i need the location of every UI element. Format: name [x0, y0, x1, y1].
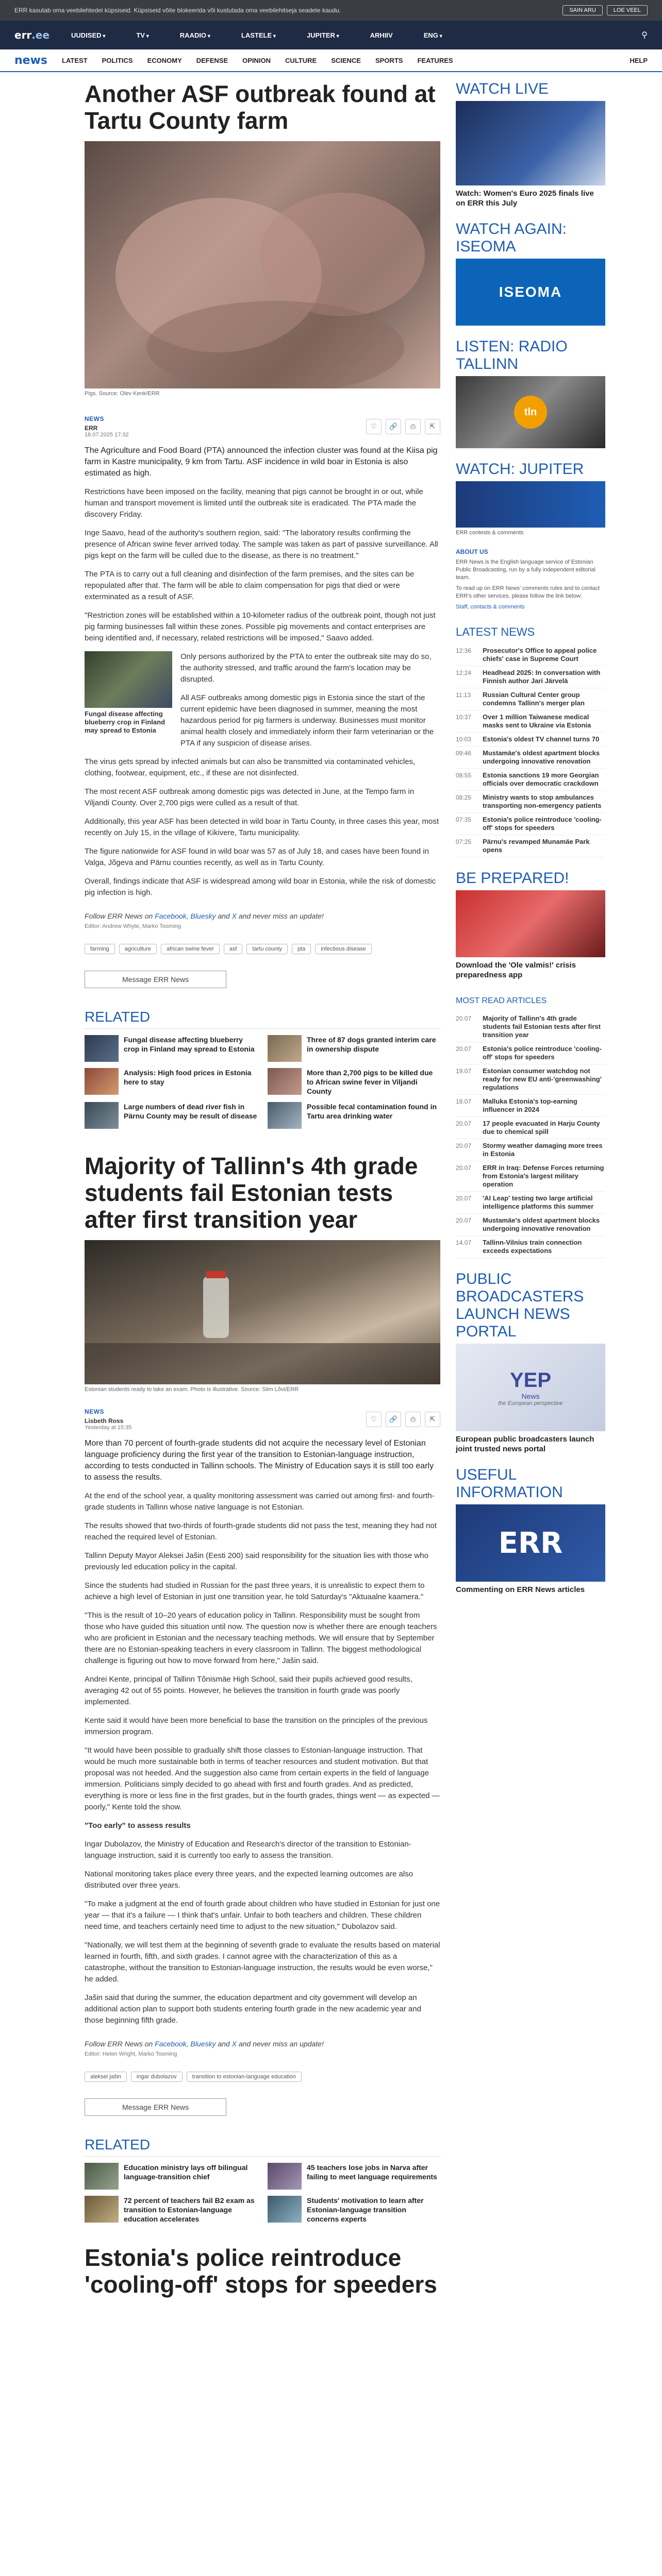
about-text: To read up on ERR News' comments rules and to contact ERR's other services, please follow the link below: — [456, 585, 600, 599]
related-heading: RELATED — [85, 1009, 440, 1029]
bluesky-link[interactable]: Bluesky — [190, 912, 216, 920]
latest-news-item[interactable]: 07:25 Pärnu's revamped Munamäe Park opens — [456, 835, 605, 857]
x-link[interactable]: X — [231, 2040, 237, 2048]
jupiter-heading: WATCH: JUPITER — [456, 461, 584, 478]
top-navigation — [0, 21, 662, 49]
article-subheading: "Too early" to assess results — [85, 1821, 191, 1830]
radio-tallinn-logo: tln — [514, 396, 547, 429]
yep-sub: News — [521, 1392, 540, 1400]
article-paragraph: The virus gets spread by infected animals but can also be transmitted via contaminated vehicles, clothing, footwear, equipment, etc., if these are not disinfected. — [85, 757, 416, 777]
most-read-item[interactable]: 20.07 ERR in Iraq: Defense Forces returning from Estonia's largest military operation — [456, 1161, 605, 1192]
subnav-help[interactable]: HELP — [630, 56, 648, 64]
radio-tallinn-banner[interactable] — [456, 376, 605, 448]
article-paragraph: The Agriculture and Food Board (PTA) announced the infection cluster was found at the Kiisa pig farm in Kastre municipality, 9 km from Tartu. ASF incidence in wild boar in Estonia is also estimated as high. — [85, 446, 438, 478]
err-comments-banner[interactable] — [456, 1504, 605, 1582]
yep-news-banner[interactable] — [456, 1344, 605, 1431]
facebook-link[interactable]: Facebook — [155, 2040, 187, 2048]
article-paragraph: More than 70 percent of fourth-grade students did not acquire the necessary level of Estonian language proficiency during the first year of the transition to Estonian-language instruction, according to tests conducted in Tallinn schools. The Ministry of Education says it is still too early to assess the results. — [85, 1439, 434, 1482]
cookie-text: ERR kasutab oma veebilehtedel küpsiseid. Küpsiseid võite blokeerida või kustutada oma veebilehitseja seadete kaudu. — [14, 7, 341, 14]
x-link[interactable]: X — [231, 912, 237, 920]
article-paragraph: All ASF outbreaks among domestic pigs in Estonia since the start of the current epidemic have been diagnosed in summer, meaning the most hazardous period for pig farmers is underway. Businesses must monitor animal health closely and immediately inform their farm veterinarian or the PTA if any suspicion of disease arises. — [180, 693, 434, 748]
most-read-item[interactable]: 19.07 Estonian consumer watchdog not ready for new EU anti-'greenwashing' regulations — [456, 1064, 605, 1095]
jupiter-subtitle: ERR contests & comments — [456, 530, 524, 536]
latest-news-item[interactable]: 11:13 Russian Cultural Center group condemns Tallinn's merger plan — [456, 688, 605, 710]
be-prepared-image[interactable] — [456, 890, 605, 957]
article-paragraph: Kente said it would have been more beneficial to base the transition on the principles of the previous immersion program. — [85, 1716, 428, 1736]
most-read-item[interactable]: 20.07 Stormy weather damaging more trees in Estonia — [456, 1139, 605, 1161]
news-brand[interactable]: news — [14, 54, 48, 67]
subnav-latest[interactable]: LATEST — [62, 56, 88, 64]
cookie-more-button[interactable]: LOE VEEL — [607, 5, 648, 15]
latest-news-item[interactable]: 12:24 Headhead 2025: In conversation with Finnish author Jari Järvelä — [456, 666, 605, 688]
share-icon[interactable]: ⇱ — [425, 419, 440, 434]
article-paragraph: Overall, findings indicate that ASF is widespread among wild boar in Estonia, while the risk of domestic pig infection is high. — [85, 877, 436, 897]
watch-live-caption[interactable]: Watch: Women's Euro 2025 finals live on ERR this July — [456, 189, 594, 208]
article-title: Another ASF outbreak found at Tartu County farm — [85, 80, 436, 134]
editor-line: Editor: Helen Wright, Marko Tooming — [85, 2051, 177, 2057]
nav-eng[interactable]: ENG ▾ — [424, 31, 442, 39]
article-paragraph: "This is the result of 10–20 years of education policy in Tallinn. Responsibility must be sought from those who have guided this situation until now. The question now is whether there are enough teachers who are proficient in Estonian and the necessary teaching methods. We will ensure that by September there are no Estonian-speaking teachers in every classroom in Tallinn. The biggest methodological challenge is figuring out how to move forward from here," Jašin said. — [85, 1611, 437, 1665]
watch-live-heading: WATCH LIVE — [456, 80, 549, 97]
related-list — [85, 2163, 440, 2224]
nav-arhiiv[interactable]: ARHIIV — [370, 31, 393, 39]
section-navigation — [0, 49, 662, 72]
most-read-item[interactable]: 20.07 Estonia's police reintroduce 'cooling-off' stops for speeders — [456, 1042, 605, 1064]
related-item[interactable]: Education ministry lays off bilingual language-transition chief — [85, 2163, 257, 2190]
related-item[interactable]: 45 teachers lose jobs in Narva after failing to meet language requirements — [268, 2163, 440, 2190]
latest-news-list — [456, 644, 605, 857]
article-paragraph: The PTA is to carry out a full cleaning and disinfection of the farm premises, and the sites can be repopulated after that. The farm will be able to claim compensation for pigs that died or were exterminated as a result of ASF. — [85, 570, 415, 601]
nav-raadio[interactable]: RAADIO ▾ — [180, 31, 210, 39]
iseoma-logo: ISEOMA — [499, 284, 562, 300]
subnav-features[interactable]: FEATURES — [417, 56, 453, 64]
watch-live-image[interactable] — [456, 101, 605, 185]
most-read-list — [456, 1012, 605, 1258]
author: ERR — [85, 425, 98, 432]
tag[interactable]: farming — [85, 944, 115, 954]
follow-line: Follow ERR News on Facebook, Bluesky and X and never miss an update! — [85, 912, 324, 920]
subnav-economy[interactable]: ECONOMY — [147, 56, 182, 64]
share-icon[interactable]: ⇱ — [425, 1412, 440, 1427]
most-read-item[interactable]: 20.07 Mustamäe's oldest apartment blocks undergoing innovative renovation — [456, 1214, 605, 1236]
article-paragraph: At the end of the school year, a quality monitoring assessment was carried out among first- and fourth-grade students in Tallinn whose native language is not Estonian. — [85, 1492, 435, 1512]
message-err-news-button[interactable]: Message ERR News — [85, 971, 226, 988]
about-text: ERR News is the English language service of Estonian Public Broadcasting, run by a fully independent editorial team. — [456, 559, 595, 581]
related-item[interactable]: Possible fecal contamination found in Tartu area drinking water — [268, 1102, 440, 1129]
article-paragraph: Only persons authorized by the PTA to enter the outbreak site may do so, the authority stressed, and traffic around the farm's location may be disrupted. — [180, 652, 432, 684]
publish-date: 18.07.2025 17:32 — [85, 432, 129, 438]
nav-uudised[interactable]: UUDISED ▾ — [71, 31, 105, 39]
article-paragraph: Additionally, this year ASF has been detected in wild boar in Tartu County, in three cases this year, most recently on July 15, in the village of Kikivere, Tartu municipality. — [85, 817, 439, 837]
related-item[interactable]: Three of 87 dogs granted interim care in ownership dispute — [268, 1035, 440, 1062]
be-prepared-heading: BE PREPARED! — [456, 870, 569, 887]
news-label: NEWS — [85, 415, 104, 422]
tag[interactable]: pta — [292, 944, 311, 954]
related-heading: RELATED — [85, 2137, 440, 2157]
subnav-opinion[interactable]: OPINION — [242, 56, 271, 64]
useful-info-caption[interactable]: Commenting on ERR News articles — [456, 1585, 585, 1594]
tag-list — [85, 2072, 440, 2082]
sidebar — [456, 80, 605, 1607]
article-title: Estonia's police reintroduce 'cooling-off' stops for speeders — [85, 2244, 437, 2298]
article-paragraph: Inge Saavo, head of the authority's southern region, said: "The laboratory results confirming the presence of African swine fever arrived today. The sample was taken as part of passive surveillance. All pigs kept on the farm will be culled due to the disease, as there is no treatment." — [85, 529, 438, 560]
latest-news-heading: LATEST NEWS — [456, 625, 535, 638]
subnav-culture[interactable]: CULTURE — [285, 56, 317, 64]
print-icon[interactable]: ⎙ — [405, 419, 421, 434]
most-read-item[interactable]: 20.07 'AI Leap' testing two large artificial intelligence platforms this summer — [456, 1192, 605, 1214]
search-icon[interactable]: ⚲ — [641, 31, 648, 40]
related-item[interactable]: Fungal disease affecting blueberry crop in Finland may spread to Estonia — [85, 1035, 257, 1062]
yep-logo: YEP — [509, 1368, 552, 1392]
article-paragraph: Restrictions have been imposed on the facility, meaning that pigs cannot be brought in or out, while human and transport movement is limited until the outbreak site is eradicated. The PTA made the discovery Friday. — [85, 487, 423, 519]
cookie-accept-button[interactable]: SAIN ARU — [562, 5, 602, 15]
about-heading: ABOUT US — [456, 548, 488, 555]
article-paragraph: Andrei Kente, principal of Tallinn Tõnismäe High School, said their pupils achieved good results, averaging 42 out of 55 points. However, he believes the transition in fourth grade was poorly implemented. — [85, 1675, 412, 1706]
yep-tagline: the European perspective — [498, 1400, 563, 1406]
facebook-link[interactable]: Facebook — [155, 912, 187, 920]
article-paragraph: National monitoring takes place every three years, and the expected learning outcomes are also distributed over three years. — [85, 1870, 413, 1890]
most-read-heading: MOST READ ARTICLES — [456, 996, 547, 1005]
nav-tv[interactable]: TV ▾ — [136, 31, 148, 39]
photo-caption: Estonian students ready to take an exam. Photo is illustrative. Source: Siim Lõvi/ERR — [85, 1386, 299, 1393]
related-item[interactable]: Students' motivation to learn after Estonian-language transition concerns experts — [268, 2196, 440, 2224]
heart-icon[interactable]: ♡ — [366, 419, 382, 434]
latest-news-item[interactable]: 08:55 Estonia sanctions 19 more Georgian officials over democratic crackdown — [456, 769, 605, 791]
article-paragraph: The most recent ASF outbreak among domestic pigs was detected in June, at the Tempo farm in Viljandi County. Over 2,700 pigs were culled as a result of that. — [85, 787, 415, 807]
be-prepared-caption[interactable]: Download the 'Ole valmis!' crisis preparedness app — [456, 961, 576, 979]
subnav-science[interactable]: SCIENCE — [331, 56, 361, 64]
article-paragraph: "Nationally, we will test them at the beginning of seventh grade to evaluate the results based on material learned in fourth, fifth, and sixth grades. I cannot agree with the characterization of this as a catastrophe, without the transition to Estonian-language instruction, the results would be even worse," he added. — [85, 1941, 440, 1984]
nav-lastele[interactable]: LASTELE ▾ — [241, 31, 276, 39]
follow-line: Follow ERR News on Facebook, Bluesky and X and never miss an update! — [85, 2040, 324, 2048]
most-read-item[interactable]: 14.07 Tallinn-Vilnius train connection exceeds expectations — [456, 1236, 605, 1258]
listen-heading: LISTEN: RADIO TALLINN — [456, 338, 568, 372]
print-icon[interactable]: ⎙ — [405, 1412, 421, 1427]
tag[interactable]: infectious disease — [315, 944, 371, 954]
author: Lisbeth Ross — [85, 1417, 124, 1425]
article-paragraph: Tallinn Deputy Mayor Aleksei Jašin (Eesti 200) said responsibility for the situation lies with those who previously led education policy in the capital. — [85, 1551, 428, 1571]
message-err-news-button[interactable]: Message ERR News — [85, 2098, 226, 2116]
watch-again-heading: WATCH AGAIN: ISEOMA — [456, 221, 567, 255]
article-paragraph: The figure nationwide for ASF found in wild boar was 57 as of July 18, and cases have been found in Valga, Jõgeva and Pärnu counties recently, as well as in Tartu County. — [85, 847, 429, 867]
latest-news-item[interactable]: 09:46 Mustamäe's oldest apartment blocks undergoing innovative renovation — [456, 747, 605, 769]
tag[interactable]: tartu county — [246, 944, 287, 954]
cookie-banner — [0, 0, 662, 21]
link-icon[interactable]: 🔗 — [386, 1412, 401, 1427]
tag[interactable]: african swine fever — [161, 944, 220, 954]
most-read-item[interactable]: 20.07 17 people evacuated in Harju County due to chemical spill — [456, 1117, 605, 1139]
tag[interactable]: asf — [224, 944, 243, 954]
related-item[interactable]: Large numbers of dead river fish in Pärnu County may be result of disease — [85, 1102, 257, 1129]
bluesky-link[interactable]: Bluesky — [190, 2040, 216, 2048]
tag[interactable]: transition to estonian-language education — [187, 2072, 302, 2082]
related-item[interactable]: More than 2,700 pigs to be killed due to African swine fever in Viljandi County — [268, 1068, 440, 1096]
main-column — [85, 80, 440, 2298]
latest-news-item[interactable]: 07:35 Estonia's police reintroduce 'cooling-off' stops for speeders — [456, 813, 605, 835]
public-broadcasters-heading: PUBLIC BROADCASTERS LAUNCH NEWS PORTAL — [456, 1270, 584, 1340]
subnav-defense[interactable]: DEFENSE — [196, 56, 228, 64]
publish-date: Yesterday at 15:35 — [85, 1425, 132, 1431]
related-item[interactable]: Analysis: High food prices in Estonia here to stay — [85, 1068, 257, 1096]
article-paragraph: Jašin said that during the summer, the education department and city government will develop an additional action plan to support both students entering fourth grade in the new academic year and those beginning fifth grade. — [85, 1993, 421, 2025]
article-paragraph: Ingar Dubolazov, the Ministry of Education and Research's director of the transition to Estonian-language instruction, said it is currently too early to assess the transition. — [85, 1840, 411, 1860]
err-logo-large: ERR — [498, 1526, 563, 1560]
article-paragraph: Since the students had studied in Russian for the past three years, it is unrealistic to expect them to achieve a high level of Estonian in just one transition year, he told Saturday's "Aktuaalne kaamera." — [85, 1581, 425, 1601]
latest-news-item[interactable]: 10:37 Over 1 million Taiwanese medical masks sent to Ukraine via Estonia — [456, 710, 605, 733]
subnav-politics[interactable]: POLITICS — [102, 56, 133, 64]
subnav-sports[interactable]: SPORTS — [375, 56, 403, 64]
latest-news-item[interactable]: 10:03 Estonia's oldest TV channel turns 70 — [456, 733, 605, 747]
useful-info-heading: USEFUL INFORMATION — [456, 1466, 563, 1501]
inline-related-caption: Fungal disease affecting blueberry crop in Finland may spread to Estonia — [85, 710, 166, 734]
related-list — [85, 1035, 440, 1129]
heart-icon[interactable]: ♡ — [366, 1412, 382, 1427]
tag[interactable]: agriculture — [119, 944, 157, 954]
tag[interactable]: ingar dubolazov — [131, 2072, 183, 2082]
article-paragraph: "It would have been possible to gradually shift those classes to Estonian-language instruction. That would be much more sustainable both in terms of teacher resources and student motivation. But that proposal was not heeded. And the suggestion also came from certain experts in the field of language immersion. Politicians simply decided to go ahead with first and fourth grades. And as predicted, everything is more or less fine in the first grades, but in the fourth grades, things went — as expected — poorly," Kente told the show. — [85, 1746, 440, 1811]
most-read-item[interactable]: 20.07 Majority of Tallinn's 4th grade students fail Estonian tests after first transition year — [456, 1012, 605, 1042]
jupiter-banner[interactable] — [456, 481, 605, 528]
article-title: Majority of Tallinn's 4th grade students fail Estonian tests after first transition year — [85, 1153, 418, 1233]
article-paragraph: "Restriction zones will be established within a 10-kilometer radius of the outbreak point, though not just pig farming businesses fall within these zones. Possible pig movements and contact enterprises are being identified and, if necessary, related restrictions will be imposed," Saavo added. — [85, 611, 436, 642]
most-read-item[interactable]: 18.07 Malluka Estonia's top-earning influencer in 2024 — [456, 1095, 605, 1117]
link-icon[interactable]: 🔗 — [386, 419, 401, 434]
article-photo-pigs — [85, 141, 440, 388]
news-label: NEWS — [85, 1408, 104, 1415]
tag[interactable]: aleksei jašin — [85, 2072, 127, 2082]
public-broadcasters-caption[interactable]: European public broadcasters launch joint trusted news portal — [456, 1435, 594, 1453]
iseoma-banner[interactable] — [456, 259, 605, 326]
latest-news-item[interactable]: 12:36 Prosecutor's Office to appeal police chiefs' case in Supreme Court — [456, 644, 605, 666]
tag-list — [85, 944, 440, 954]
article-paragraph: The results showed that two-thirds of fourth-grade students did not pass the test, meaning they had not reached the required level of Estonian. — [85, 1521, 437, 1541]
staff-contacts-link[interactable]: Staff, contacts & comments — [456, 604, 525, 610]
err-logo[interactable]: err.ee — [14, 29, 50, 41]
photo-caption: Pigs. Source: Olev Kenk/ERR — [85, 391, 160, 397]
editor-line: Editor: Andrew Whyte, Marko Tooming — [85, 923, 181, 929]
article-paragraph: "To make a judgment at the end of fourth grade about children who have studied in Estonian for just one year — that it's a failure — I think that's unfair. Unfair to both teachers and children. These children need time, and teachers certainly need time to adjust to the new situation," Dubolazov said. — [85, 1900, 440, 1931]
article-photo-exam — [85, 1240, 440, 1384]
inline-related-image — [85, 651, 172, 708]
inline-related-card[interactable] — [85, 651, 172, 749]
latest-news-item[interactable]: 08:25 Ministry wants to stop ambulances transporting non-emergency patients — [456, 791, 605, 813]
related-item[interactable]: 72 percent of teachers fail B2 exam as transition to Estonian-language education accelerates — [85, 2196, 257, 2224]
nav-jupiter[interactable]: JUPITER ▾ — [307, 31, 339, 39]
